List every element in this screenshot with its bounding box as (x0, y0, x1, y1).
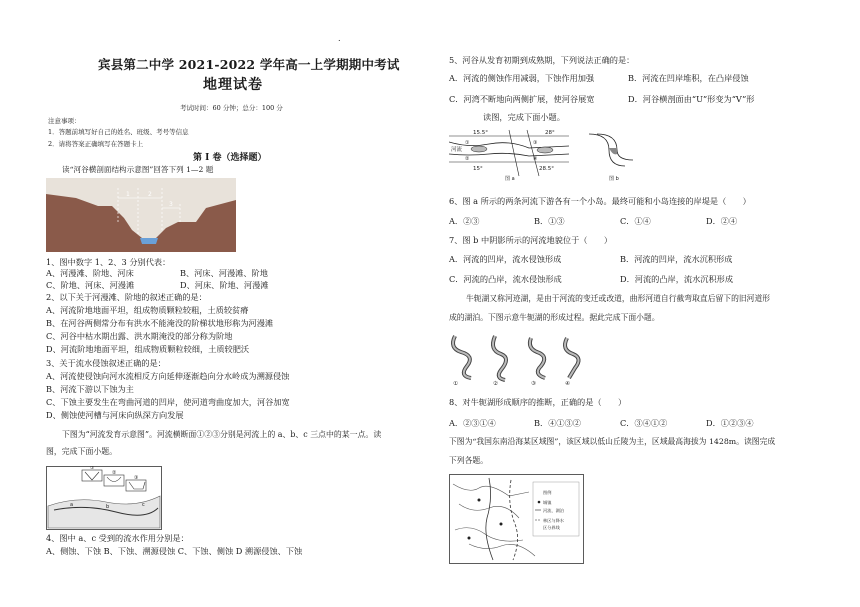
q8-option-d: D．①②③④ (706, 418, 754, 428)
q1-option-c: C、阶地、河床、河漫滩 (46, 280, 135, 290)
q1-option-a: A、河漫滩、阶地、河床 (46, 268, 134, 278)
q7-option-c: C．河流的凸岸，流水侵蚀形成 (449, 274, 562, 284)
read-figure: 读图，完成下面小题。 (483, 112, 565, 122)
fig-a-label: 图 a (505, 176, 515, 182)
q7-option-b: B．河流的凹岸，流水沉积形成 (620, 254, 733, 264)
oxbow-intro-line-1: 牛轭湖又称河迹湖，是由于河流的变迁或改道，曲形河道自行截弯取直后留下的旧河道形 (466, 294, 771, 303)
dev-label-3: ③ (134, 475, 139, 481)
dev-point-a: a (70, 502, 74, 508)
exam-title: 宾县第二中学 2021-2022 学年高一上学期期中考试 (98, 57, 400, 72)
q5-stem: 5、河谷从发育初期到成熟期，下列说法正确的是： (449, 55, 635, 65)
q2-option-c: C、河谷中枯水期出露、洪水期淹没的部分称为阶地 (46, 331, 233, 341)
map-legend-2: 河流、湖泊 (543, 508, 564, 513)
oxbow-intro-line-2: 成的湖泊。下图示意牛轭湖的形成过程。据此完成下面小题。 (449, 313, 660, 322)
q5-option-a: A．河流的侧蚀作用减弱，下蚀作用加强 (449, 73, 595, 83)
page-marker: . (338, 34, 341, 43)
q3-option-a: A、河流使侵蚀向河水流相反方向延伸逐渐趋向分水岭成为溯源侵蚀 (46, 371, 290, 381)
oxbow-label-4: ④ (565, 381, 570, 386)
read-intro: 读“河谷横剖面结构示意图”回答下列 1—2 题 (62, 165, 214, 174)
q3-option-d: D、侧蚀使河槽与河床向纵深方向发展 (46, 410, 184, 420)
mark-2: ② (465, 156, 470, 162)
mark-4: ④ (533, 156, 538, 162)
q8-option-b: B．④①③② (534, 418, 581, 428)
mark-3: ③ (533, 140, 538, 146)
valley-label-1: 1 (126, 191, 130, 198)
fig-b-label: 图 b (609, 176, 619, 182)
river-label: 河流 (451, 147, 463, 153)
q2-option-b: B、在河谷两侧常分布有洪水不能淹没的阶梯状地形称为河漫滩 (46, 318, 274, 328)
notes-heading: 注意事项： (48, 117, 81, 125)
valley-label-3: 3 (169, 201, 173, 208)
q2-option-d: D、河流阶地地面平坦，组成物质颗粒较细，土质较肥沃 (46, 344, 250, 354)
q1-option-b: B、河床、河漫滩、阶地 (180, 268, 268, 278)
river-figures-ab (449, 126, 639, 186)
dev-label-2: ② (112, 470, 117, 476)
map-legend-1: 城镇 (543, 500, 552, 505)
q3-option-c: C、下蚀主要发生在弯曲河道的凹岸，使河道弯曲度加大，河谷加宽 (46, 397, 290, 407)
oxbow-label-3: ③ (531, 381, 536, 386)
valley-label-2: 2 (148, 191, 152, 198)
lat-top: 15.5° (473, 130, 488, 136)
q2-stem: 2、以下关于河漫滩、阶地的叙述正确的是： (46, 292, 207, 302)
map-legend-title: 图例 (543, 490, 552, 495)
q8-option-c: C．③④①② (620, 418, 668, 428)
q4-options: A、侧蚀、下蚀 B、下蚀、溯源侵蚀 C、下蚀、侧蚀 D 溯源侵蚀、下蚀 (46, 546, 303, 556)
q5-option-c: C．河湾不断地向两侧扩展，使河谷展宽 (449, 94, 595, 104)
dev-point-b: b (106, 504, 110, 510)
oxbow-label-1: ① (453, 381, 458, 386)
exam-info: 考试时间：60 分钟；总分：100 分 (180, 104, 283, 112)
q8-option-a: A．②③①④ (449, 418, 496, 428)
q3-stem: 3、关于流水侵蚀叙述正确的是： (46, 358, 166, 368)
mark-1: ① (465, 140, 470, 146)
valley-cross-section-figure (46, 178, 236, 256)
q7-stem: 7、图 b 中阴影所示的河流地貌位于（ ） (449, 235, 613, 245)
q6-option-c: C．①④ (620, 216, 651, 226)
q6-stem: 6、图 a 所示的两条河流下游各有一个小岛。最终可能和小岛连接的岸堤是（ ） (449, 196, 751, 206)
map-legend-3: 林区与降水 (543, 518, 564, 523)
regional-map-figure (449, 474, 584, 568)
q6-option-a: A．②③ (449, 216, 480, 226)
intro-3-line-1: 下图为“我国东南沿海某区域图”，该区域以低山丘陵为主，区域最高海拔为 1428m。读图完成 (449, 437, 776, 446)
q4-stem: 4、图中 a、c 受到的流水作用分别是： (46, 533, 189, 543)
note-2: 2．请将答案正确填写在答题卡上 (48, 140, 144, 148)
q8-stem: 8、对牛轭湖形成顺序的推断，正确的是（ ） (449, 397, 627, 407)
q6-option-b: B．①③ (534, 216, 565, 226)
q7-option-d: D．河流的凸岸，流水沉积形成 (620, 274, 734, 284)
oxbow-label-2: ② (493, 381, 498, 386)
river-development-figure (46, 466, 162, 534)
q3-option-b: B、河流下游以下蚀为主 (46, 384, 134, 394)
q1-stem: 1、图中数字 1、2、3 分别代表： (46, 257, 171, 267)
exam-subtitle: 地理试卷 (203, 77, 263, 93)
section-title: 第 I 卷（选择题） (193, 153, 267, 163)
intro-2-line-2: 图，完成下面小题。 (46, 447, 118, 456)
map-legend-4: 区分界线 (543, 525, 560, 530)
note-1: 1．答题前填写好自己的姓名、班级、考号等信息 (48, 128, 189, 136)
lat-top-2: 28° (545, 130, 555, 136)
q5-option-d: D．河谷横剖面由“U”形变为“V”形 (628, 94, 755, 104)
q2-option-a: A、河流阶地地面平坦，组成物质颗粒较粗，土质较贫瘠 (46, 305, 249, 315)
q6-option-d: D．②④ (706, 216, 738, 226)
q1-option-d: D、河床、阶地、河漫滩 (180, 280, 269, 290)
intro-2-line-1: 下图为“河流发育示意图”。河流横断面①②③分别是河流上的 a、b、c 三点中的某一点。读 (62, 430, 382, 439)
lat-bottom: 15° (473, 166, 483, 172)
intro-3-line-2: 下列各题。 (449, 456, 488, 465)
q5-option-b: B．河流在凹岸堆积，在凸岸侵蚀 (628, 73, 749, 83)
lat-bottom-2: 28.5° (539, 166, 554, 172)
dev-label-1: ① (90, 466, 95, 471)
q7-option-a: A．河流的凹岸，流水侵蚀形成 (449, 254, 562, 264)
oxbow-lake-figure (449, 330, 589, 390)
dev-point-c: c (142, 502, 145, 508)
